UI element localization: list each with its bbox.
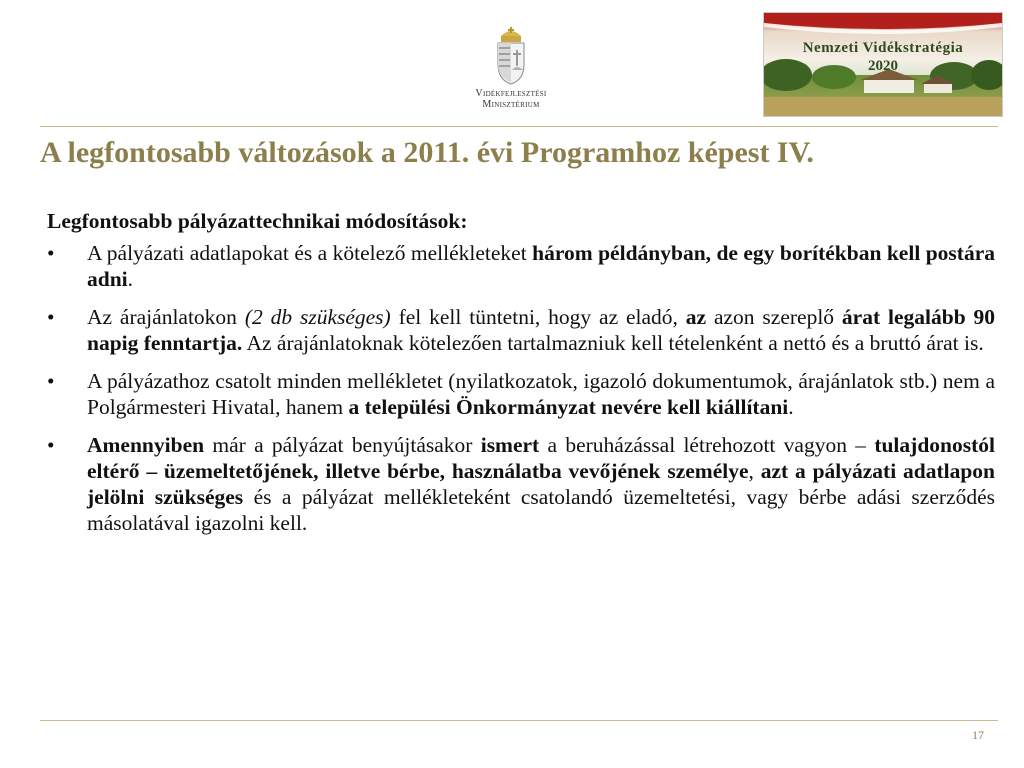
ministry-name-line2: Minisztérium [482,99,540,110]
text-segment: . [788,395,794,419]
bullet-item [47,368,995,420]
bold-text: tulajdonostól eltérő – üzemeltetőjének, illetve bérbe, használatba vevőjének személye [87,433,995,483]
text-segment: azon szereplő [706,305,842,329]
ministry-logo [456,26,566,110]
bullet-item [47,240,995,292]
bold-text: három példányban, de egy borítékban kell postára adni [87,241,995,291]
text-segment: már a pályázat benyújtásakor [204,433,481,457]
bullet-glyph: • [47,369,55,393]
ministry-name-line1: Vidékfejlesztési [475,88,547,99]
bullet-glyph: • [47,433,55,457]
banner-title: Nemzeti Vidékstratégia [802,40,964,56]
hungarian-coat-of-arms-icon [494,26,528,86]
bullet-item [47,432,995,536]
bullet-glyph: • [47,305,55,329]
bold-text: az [685,305,707,329]
text-segment: Az árajánlatoknak kötelezően tartalmazniuk kell tételenként a nettó és a bruttó árat is. [242,331,984,355]
page-title: A legfontosabb változások a 2011. évi Programhoz képest IV. [40,136,814,169]
text-segment: . [127,267,134,291]
bold-text: Amennyiben [87,433,205,457]
bold-text: árat legalább 90 napig fenntartja. [87,305,996,355]
text-segment: és a pályázat mellékleteként csatolandó üzemeltetési, vagy bérbe adási szerződés másolatával igazolni kell. [87,485,995,535]
strategy-banner [763,12,1003,117]
text-segment: Az árajánlatokon [87,305,245,329]
top-divider [40,126,998,127]
bullet-item [47,304,995,356]
bold-text: azt a pályázati adatlapon jelölni szükséges [87,459,995,509]
italic-text: (2 db szükséges) [244,305,391,329]
bold-text: ismert [480,433,540,457]
bottom-divider [40,720,998,721]
page-number: 17 [972,728,984,742]
text-segment: fel kell tüntetni, hogy az eladó, [390,305,686,329]
bold-text: a települési Önkormányzat nevére kell kiállítani [348,395,789,419]
slide-content [47,208,995,548]
text-segment: A pályázathoz csatolt minden mellékletet (nyilatkozatok, igazoló dokumentumok, árajánlatok stb.) nem a Polgármesteri Hivatal, hanem [87,369,995,419]
text-segment: a beruházással létrehozott vagyon – [539,433,875,457]
banner-year: 2020 [868,58,898,74]
subheading: Legfontosabb pályázattechnikai módosítások: [47,209,468,233]
text-segment: A pályázati adatlapokat és a kötelező mellékleteket [87,241,533,265]
text-segment: , [748,459,761,483]
bullet-list [47,240,995,536]
bullet-glyph: • [47,241,55,265]
